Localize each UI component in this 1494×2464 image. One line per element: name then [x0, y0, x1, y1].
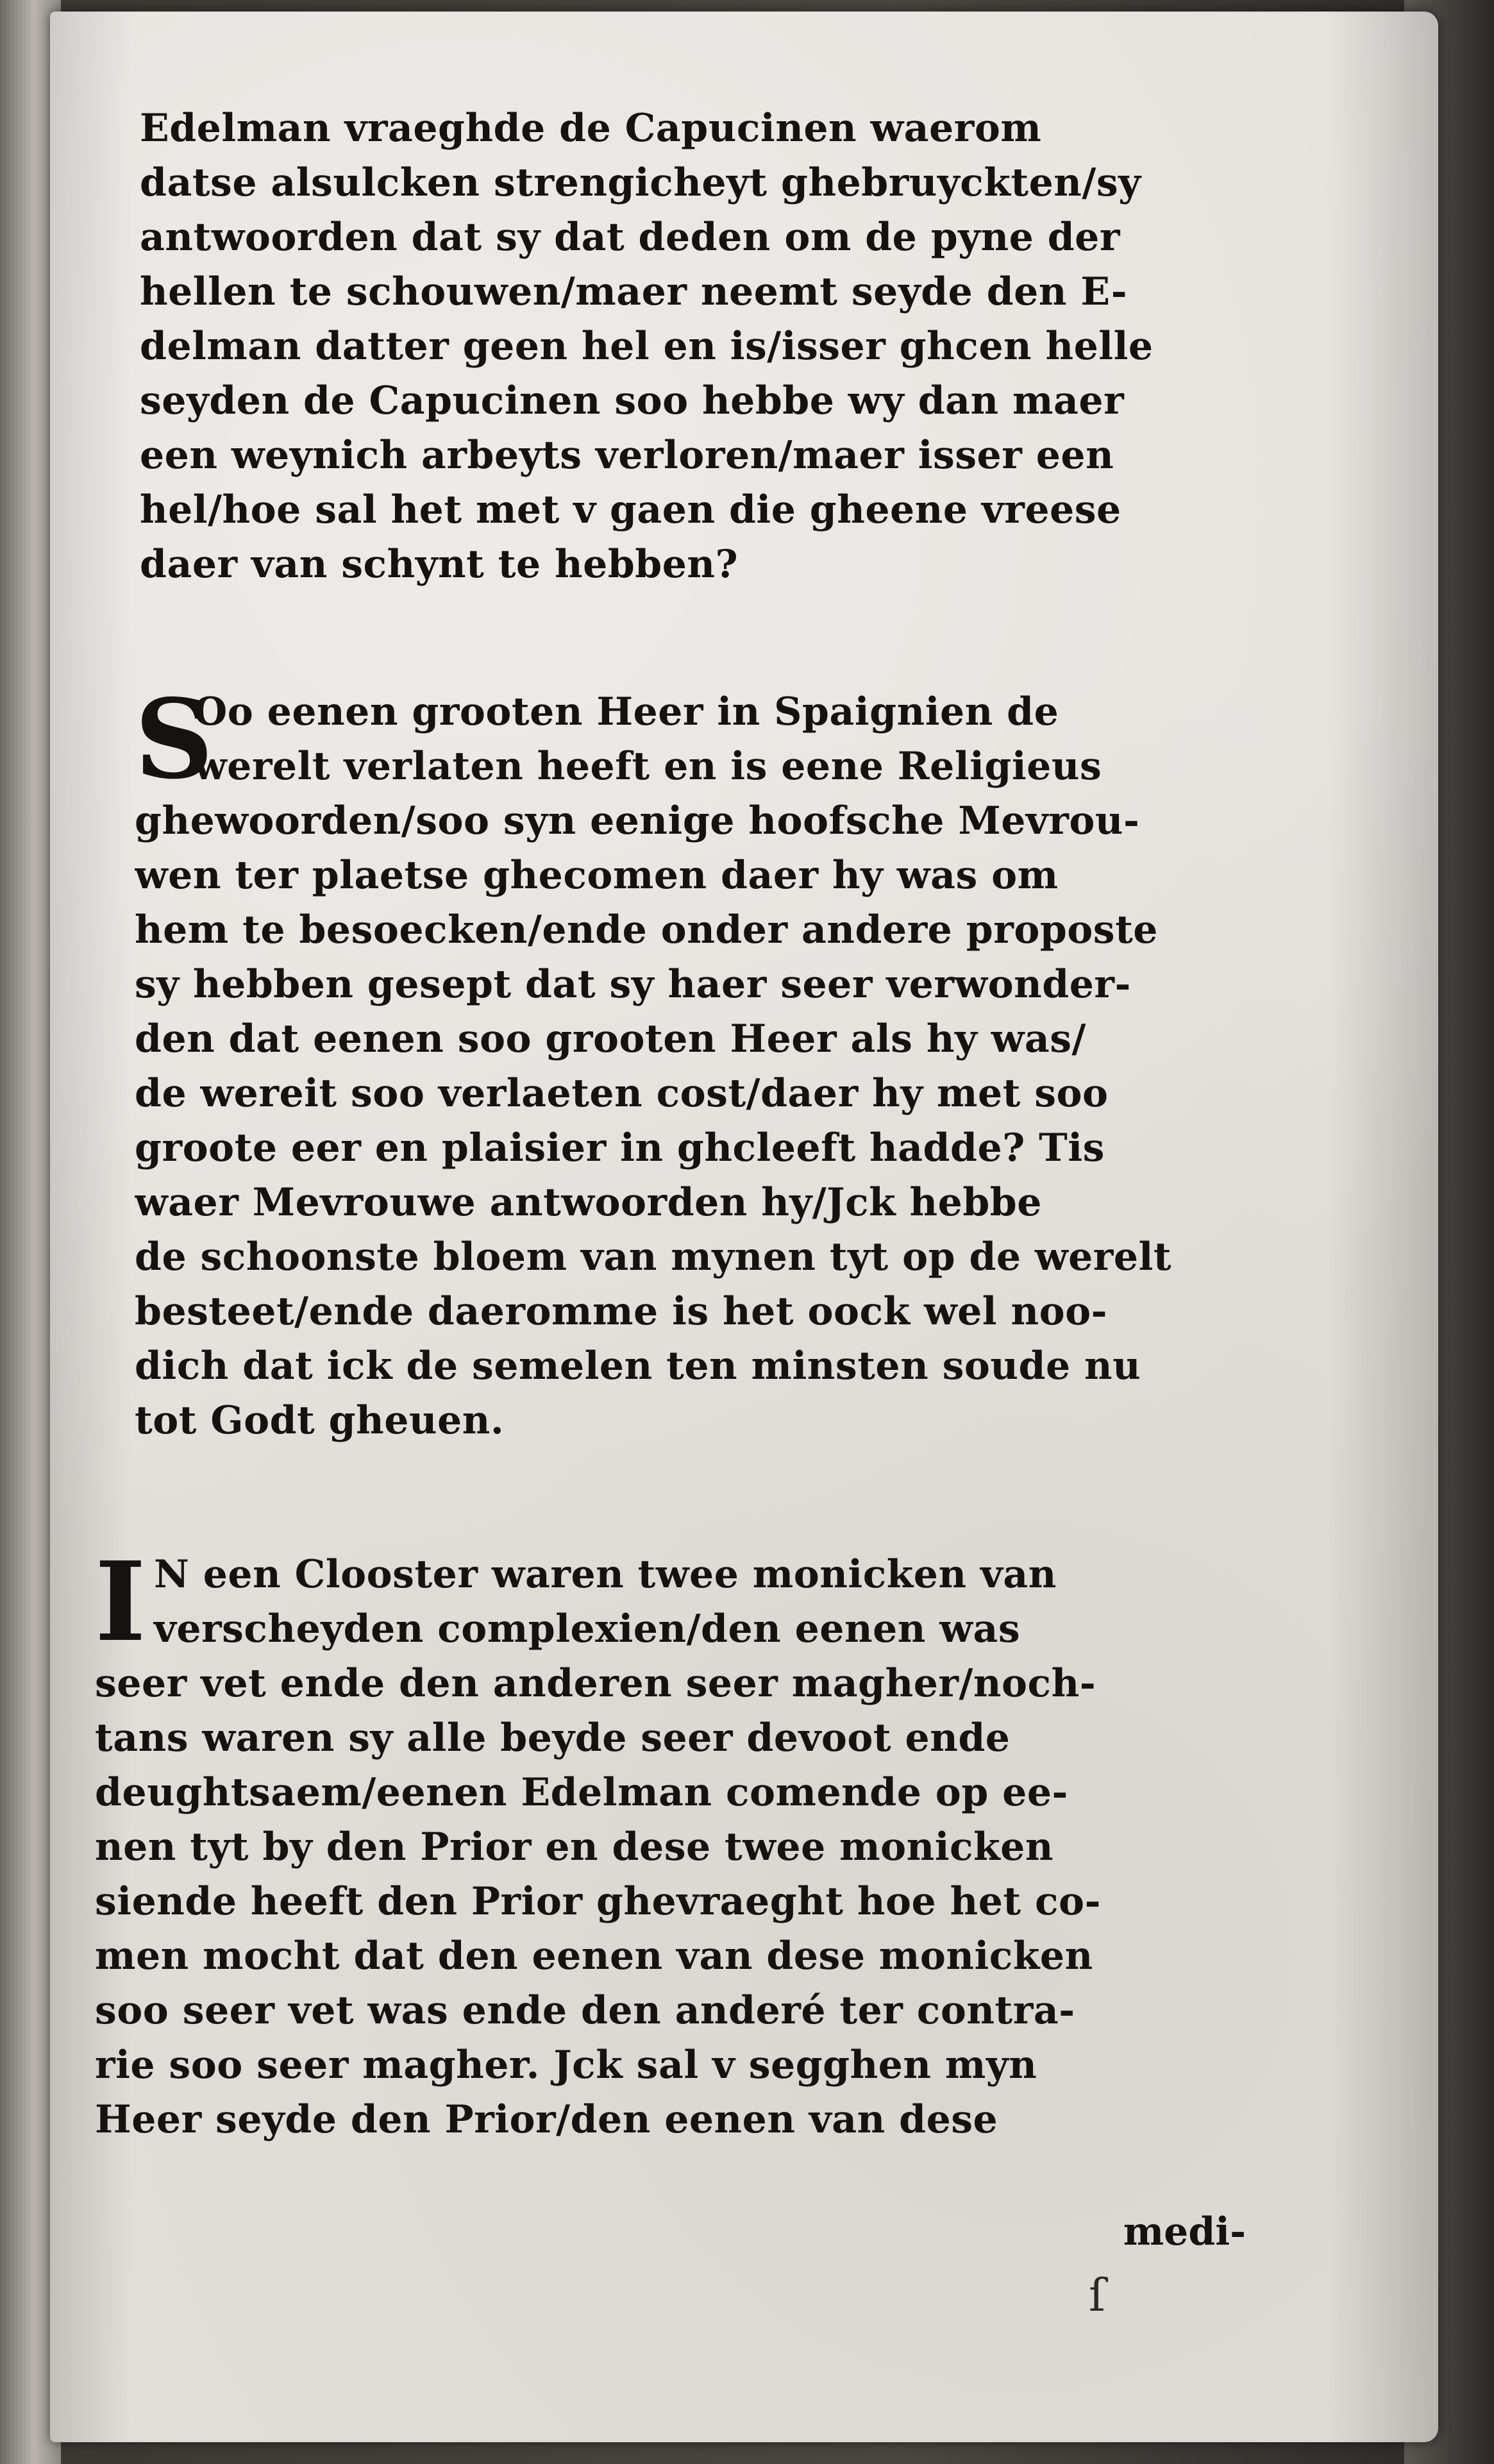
text-line: groote eer en plaisier in ghcleeft hadde? Tis [135, 1126, 1105, 1170]
drop-cap: I [95, 1538, 146, 1666]
text-line: deughtsaem/eenen Edelman comende op ee- [95, 1770, 1068, 1815]
paragraph-1 [140, 101, 1294, 592]
text-line: Oo eenen grooten Heer in Spaignien de [194, 689, 1059, 734]
text-line: Edelman vraeghde de Capucinen waerom [140, 106, 1042, 151]
dropcap-wrapper [95, 1538, 1281, 1666]
text-line: datse alsulcken strengicheyt ghebruyckten/sy [140, 160, 1141, 205]
text-line: verscheyden complexien/den eenen was [154, 1607, 1021, 1651]
text-line: men mocht dat den eenen van dese monicken [95, 1934, 1093, 1979]
signature-mark: ſ [1089, 2269, 1105, 2322]
text-line: soo seer vet was ende den anderé ter contra- [95, 1988, 1075, 2033]
text-line: besteet/ende daeromme is het oock wel noo- [135, 1289, 1108, 1334]
text-line: ghewoorden/soo syn eenige hoofsche Mevrou- [135, 798, 1140, 843]
text-line: tans waren sy alle beyde seer devoot ende [95, 1716, 1011, 1760]
text-line: hel/hoe sal het met v gaen die gheene vreese [140, 487, 1121, 532]
text-line: seyden de Capucinen soo hebbe wy dan maer [140, 378, 1125, 423]
text-line: tot Godt gheuen. [135, 1398, 505, 1443]
text-line: rie soo seer magher. Jck sal v segghen myn [95, 2043, 1037, 2088]
paragraph-3 [95, 1538, 1281, 2147]
book-page [50, 12, 1438, 2442]
text-line: een weynich arbeyts verloren/maer isser een [140, 433, 1114, 478]
text-line: N een Clooster waren twee monicken van [154, 1552, 1057, 1597]
text-line: siende heeft den Prior ghevraeght hoe het co- [95, 1879, 1101, 1924]
text-line: nen tyt by den Prior en dese twee monicken [95, 1825, 1053, 1869]
text-line: seer vet ende den anderen seer magher/noch- [95, 1661, 1096, 1706]
dropcap-wrapper [135, 675, 1289, 804]
text-line: hellen te schouwen/maer neemt seyde den E- [140, 269, 1128, 314]
paragraph-2 [135, 675, 1289, 1448]
text-line: daer van schynt te hebben? [140, 542, 739, 587]
text-line: Heer seyde den Prior/den eenen van dese [95, 2097, 998, 2142]
text-line: de schoonste bloem van mynen tyt op de werelt [135, 1235, 1172, 1279]
text-line: waer Mevrouwe antwoorden hy/Jck hebbe [135, 1180, 1042, 1225]
text-line: antwoorden dat sy dat deden om de pyne der [140, 215, 1120, 260]
text-line: dich dat ick de semelen ten minsten soude nu [135, 1344, 1141, 1388]
text-line: de wereit soo verlaeten cost/daer hy met soo [135, 1071, 1109, 1116]
catchword: medi- [1123, 2209, 1246, 2254]
text-line: sy hebben gesept dat sy haer seer verwonder- [135, 962, 1131, 1007]
text-line: delman datter geen hel en is/isser ghcen helle [140, 324, 1154, 369]
text-line: werelt verlaten heeft en is eene Religieus [194, 744, 1102, 789]
text-line: wen ter plaetse ghecomen daer hy was om [135, 853, 1059, 898]
text-line: den dat eenen soo grooten Heer als hy was/ [135, 1017, 1086, 1061]
text-line: hem te besoecken/ende onder andere proposte [135, 907, 1158, 952]
drop-cap: S [135, 675, 214, 804]
